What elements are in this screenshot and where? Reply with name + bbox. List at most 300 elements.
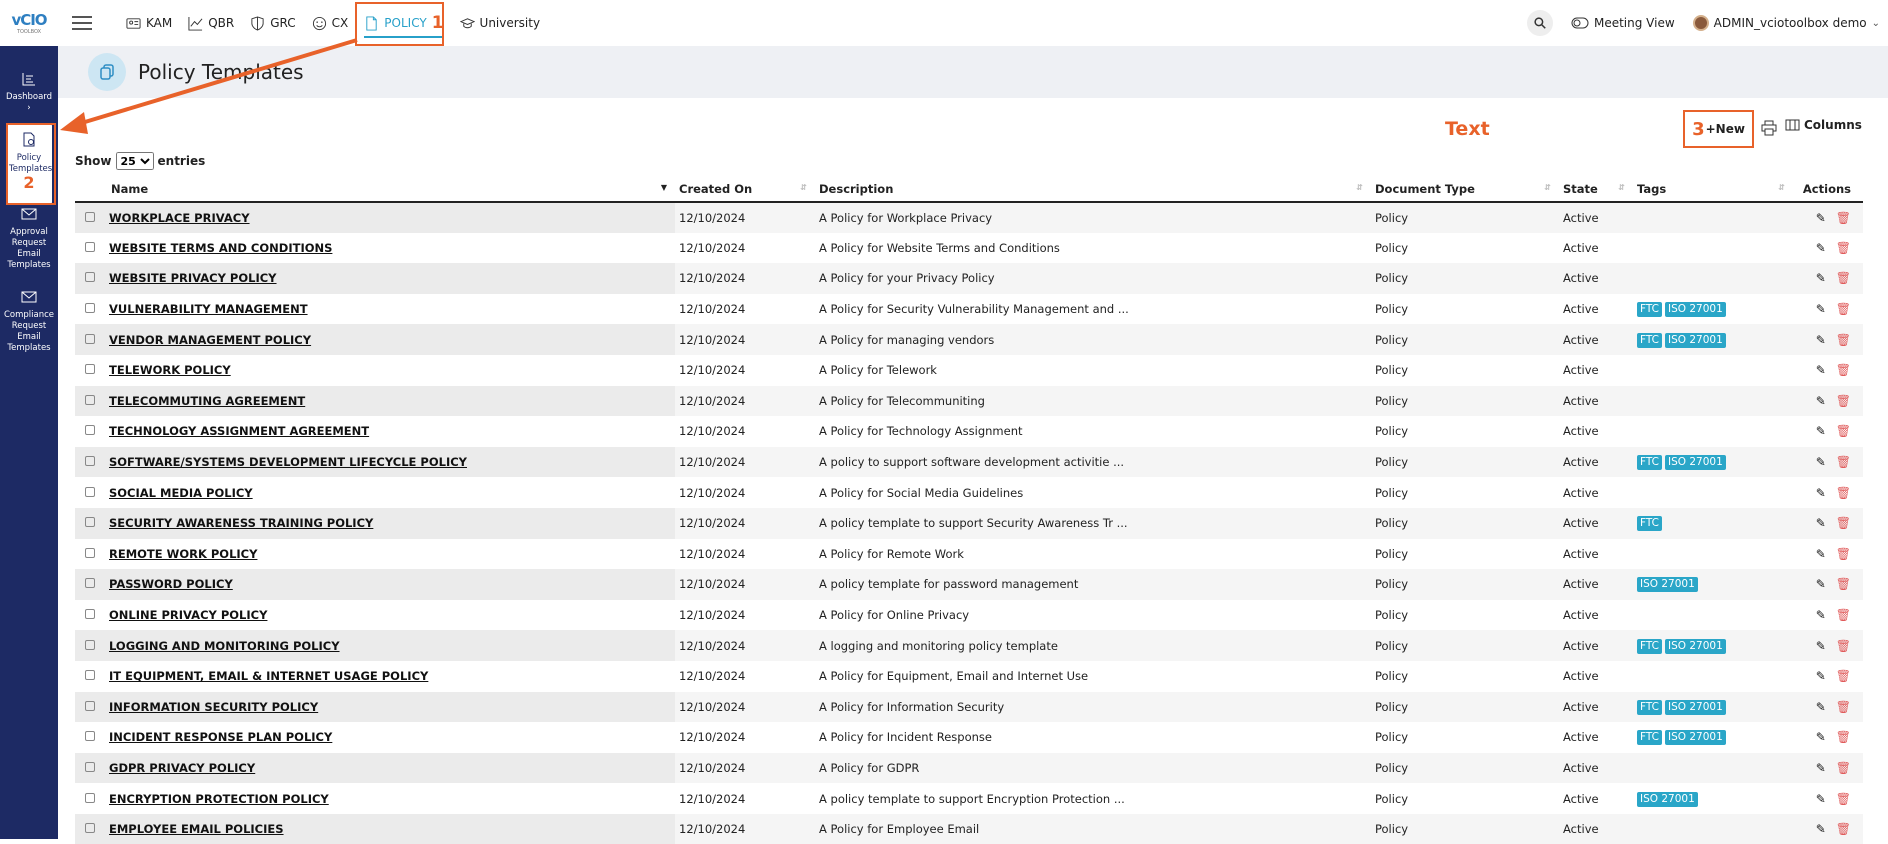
nav-label: GRC [270, 16, 296, 30]
table-row[interactable] [75, 692, 1863, 723]
cell-actions [1793, 294, 1863, 325]
cell-state: Active [1563, 332, 1599, 347]
sidebar-item-label: Dashboard [5, 92, 53, 102]
cell-document-type: Policy [1375, 271, 1409, 286]
cell-actions [1793, 783, 1863, 814]
row-checkbox[interactable] [85, 395, 95, 405]
edit-pencil-icon[interactable]: ✎ [1815, 485, 1826, 500]
logo-subtext: TOOLBOX [16, 29, 42, 35]
edit-pencil-icon[interactable]: ✎ [1815, 791, 1826, 806]
edit-pencil-icon[interactable]: ✎ [1815, 424, 1826, 439]
annotation-number-3: 3 [1692, 118, 1705, 140]
cell-actions [1793, 600, 1863, 631]
sort-icon: ⇵ [1544, 183, 1551, 192]
cell-name [75, 477, 675, 508]
column-header-tags[interactable] [1633, 176, 1793, 202]
cell-created: 12/10/2024 [679, 332, 746, 347]
nav-label: QBR [208, 16, 235, 30]
cell-state: Active [1563, 271, 1599, 286]
cell-name [75, 783, 675, 814]
sidebar-item-label: Compliance Request Email Templates [4, 310, 55, 353]
edit-pencil-icon[interactable]: ✎ [1815, 669, 1826, 684]
cell-created: 12/10/2024 [679, 760, 746, 775]
cell-actions [1793, 447, 1863, 478]
header-label: State [1563, 181, 1598, 196]
edit-pencil-icon[interactable]: ✎ [1815, 577, 1826, 592]
cell-name [75, 569, 675, 600]
table-row[interactable] [75, 202, 1863, 233]
cell-actions [1793, 355, 1863, 386]
delete-trash-icon[interactable]: 🗑︎ [1835, 699, 1851, 714]
cell-name [75, 416, 675, 447]
sidebar-item-dashboard[interactable] [0, 46, 58, 123]
line-chart-icon [188, 16, 203, 31]
row-checkbox[interactable] [85, 517, 95, 527]
header-label: Actions [1802, 181, 1851, 196]
cell-created: 12/10/2024 [679, 302, 746, 317]
delete-trash-icon[interactable]: 🗑︎ [1835, 577, 1851, 592]
cell-state: Active [1563, 699, 1599, 714]
cell-state: Active [1563, 455, 1599, 470]
policy-name-link[interactable]: PASSWORD POLICY [109, 577, 233, 592]
table-row[interactable] [75, 416, 1863, 447]
sidebar-item-approval-request-email[interactable] [0, 205, 58, 288]
cell-created: 12/10/2024 [679, 699, 746, 714]
show-label: Show [75, 154, 112, 168]
cell-name [75, 722, 675, 753]
delete-trash-icon[interactable]: 🗑︎ [1835, 608, 1851, 623]
policy-name-link[interactable]: ENCRYPTION PROTECTION POLICY [109, 791, 329, 806]
policy-name-link[interactable]: WEBSITE PRIVACY POLICY [109, 271, 277, 286]
tag-badge: FTC [1637, 516, 1662, 531]
page-header [58, 46, 1888, 98]
cell-actions [1793, 324, 1863, 355]
table-row[interactable] [75, 386, 1863, 417]
mail-icon [20, 205, 38, 223]
shield-icon [250, 16, 265, 31]
nav-label: University [479, 16, 541, 30]
delete-trash-icon[interactable]: 🗑︎ [1835, 332, 1851, 347]
main-nav [118, 0, 548, 46]
nav-kam[interactable] [118, 0, 180, 46]
cell-description: A policy template for password management [819, 577, 1079, 592]
policy-name-link[interactable]: WORKPLACE PRIVACY [109, 210, 250, 225]
edit-pencil-icon[interactable]: ✎ [1815, 699, 1826, 714]
cell-created: 12/10/2024 [679, 485, 746, 500]
annotation-text: Text [1445, 118, 1490, 140]
cell-name [75, 202, 675, 233]
edit-pencil-icon[interactable]: ✎ [1815, 302, 1826, 317]
row-checkbox[interactable] [85, 578, 95, 588]
row-checkbox[interactable] [85, 731, 95, 741]
cell-name [75, 355, 675, 386]
cell-actions [1793, 508, 1863, 539]
table-row[interactable] [75, 477, 1863, 508]
cell-state: Active [1563, 546, 1599, 561]
nav-label: CX [331, 16, 349, 30]
policy-name-link[interactable]: ONLINE PRIVACY POLICY [109, 608, 268, 623]
edit-pencil-icon[interactable]: ✎ [1815, 393, 1826, 408]
edit-pencil-icon[interactable]: ✎ [1815, 608, 1826, 623]
cell-created: 12/10/2024 [679, 730, 746, 745]
table-body [75, 202, 1863, 844]
cell-tags [1633, 294, 1793, 325]
cell-tags [1633, 630, 1793, 661]
cell-document-type: Policy [1375, 332, 1409, 347]
row-checkbox[interactable] [85, 487, 95, 497]
delete-trash-icon[interactable]: 🗑︎ [1835, 271, 1851, 286]
meeting-view-label: Meeting View [1593, 16, 1675, 30]
delete-trash-icon[interactable]: 🗑︎ [1835, 363, 1851, 378]
delete-trash-icon[interactable]: 🗑︎ [1835, 302, 1851, 317]
cell-description: A Policy for Technology Assignment [819, 424, 1023, 439]
cell-tags [1633, 416, 1793, 447]
row-checkbox[interactable] [85, 456, 95, 466]
cell-tags [1633, 722, 1793, 753]
new-button-label: New [1715, 122, 1745, 136]
cell-document-type: Policy [1375, 669, 1409, 684]
cell-state: Active [1563, 760, 1599, 775]
meeting-view-toggle[interactable] [1571, 16, 1675, 30]
policy-name-link[interactable]: REMOTE WORK POLICY [109, 546, 258, 561]
table-row[interactable] [75, 294, 1863, 325]
cell-actions [1793, 753, 1863, 784]
tag-badge: ISO 27001 [1665, 302, 1726, 317]
table-row[interactable] [75, 508, 1863, 539]
columns-label: Columns [1804, 118, 1862, 132]
cell-tags [1633, 355, 1793, 386]
cell-name [75, 539, 675, 570]
cell-created: 12/10/2024 [679, 669, 746, 684]
tag-badge: FTC [1637, 730, 1662, 745]
cell-created: 12/10/2024 [679, 363, 746, 378]
sidebar-item-compliance-request-email[interactable] [0, 288, 58, 378]
row-checkbox[interactable] [85, 670, 95, 680]
nav-label: KAM [146, 16, 173, 30]
cell-actions [1793, 692, 1863, 723]
tag-badge: ISO 27001 [1665, 455, 1726, 470]
nav-qbr[interactable] [180, 0, 242, 46]
mail-icon [20, 288, 38, 306]
cell-description: A Policy for Social Media Guidelines [819, 485, 1024, 500]
edit-pencil-icon[interactable]: ✎ [1815, 760, 1826, 775]
tag-badge: FTC [1637, 302, 1662, 317]
list-icon [20, 70, 38, 88]
header-label: Name [111, 181, 149, 196]
main-content [58, 98, 1888, 839]
edit-pencil-icon[interactable]: ✎ [1815, 240, 1826, 255]
row-checkbox[interactable] [85, 272, 95, 282]
policy-name-link[interactable]: TECHNOLOGY ASSIGNMENT AGREEMENT [109, 424, 370, 439]
delete-trash-icon[interactable]: 🗑︎ [1835, 393, 1851, 408]
delete-trash-icon[interactable]: 🗑︎ [1835, 669, 1851, 684]
cell-document-type: Policy [1375, 760, 1409, 775]
nav-cx[interactable] [304, 0, 357, 46]
hamburger-menu-icon[interactable] [72, 16, 92, 30]
row-checkbox[interactable] [85, 334, 95, 344]
cell-created: 12/10/2024 [679, 822, 746, 837]
tag-badge: ISO 27001 [1665, 700, 1726, 715]
cell-created: 12/10/2024 [679, 424, 746, 439]
cell-created: 12/10/2024 [679, 577, 746, 592]
delete-trash-icon[interactable]: 🗑︎ [1835, 485, 1851, 500]
table-row[interactable] [75, 600, 1863, 631]
cell-description: A policy template to support Security Awareness Tr ... [819, 516, 1128, 531]
cell-actions [1793, 386, 1863, 417]
cell-tags [1633, 814, 1793, 844]
cell-description: A logging and monitoring policy template [819, 638, 1058, 653]
tag-badge: ISO 27001 [1637, 577, 1698, 592]
row-checkbox[interactable] [85, 212, 95, 222]
cell-document-type: Policy [1375, 240, 1409, 255]
cell-description: A Policy for Telecommuniting [819, 393, 985, 408]
columns-button[interactable] [1785, 118, 1862, 132]
policy-name-link[interactable]: INCIDENT RESPONSE PLAN POLICY [109, 730, 333, 745]
edit-pencil-icon[interactable]: ✎ [1815, 546, 1826, 561]
policy-name-link[interactable]: GDPR PRIVACY POLICY [109, 760, 256, 775]
policy-name-link[interactable]: IT EQUIPMENT, EMAIL & INTERNET USAGE POLICY [109, 669, 429, 684]
edit-pencil-icon[interactable]: ✎ [1815, 363, 1826, 378]
sort-icon: ⇵ [1618, 183, 1625, 192]
delete-trash-icon[interactable]: 🗑︎ [1835, 210, 1851, 225]
new-button[interactable] [1683, 110, 1754, 148]
cell-tags [1633, 661, 1793, 692]
tag-badge: FTC [1637, 700, 1662, 715]
nav-grc[interactable] [242, 0, 303, 46]
nav-university[interactable] [452, 0, 549, 46]
tag-badge: ISO 27001 [1665, 639, 1726, 654]
column-header-state[interactable] [1559, 176, 1633, 202]
sidebar-item-label: Approval Request Email Templates [7, 227, 51, 270]
cell-name [75, 386, 675, 417]
cell-tags [1633, 324, 1793, 355]
copy-icon [88, 53, 126, 91]
cell-tags [1633, 783, 1793, 814]
cell-created: 12/10/2024 [679, 455, 746, 470]
cell-document-type: Policy [1375, 638, 1409, 653]
policy-name-link[interactable]: TELEWORK POLICY [109, 363, 231, 378]
policy-name-link[interactable]: WEBSITE TERMS AND CONDITIONS [109, 240, 333, 255]
row-checkbox[interactable] [85, 640, 95, 650]
delete-trash-icon[interactable]: 🗑︎ [1835, 424, 1851, 439]
cell-actions [1793, 477, 1863, 508]
chevron-right-icon: › [27, 103, 31, 113]
column-header-document-type[interactable] [1371, 176, 1559, 202]
policy-name-link[interactable]: SECURITY AWARENESS TRAINING POLICY [109, 516, 374, 531]
cell-description: A Policy for Online Privacy [819, 608, 970, 623]
cell-document-type: Policy [1375, 210, 1409, 225]
cell-description: A Policy for managing vendors [819, 332, 995, 347]
cell-actions [1793, 722, 1863, 753]
table-row[interactable] [75, 722, 1863, 753]
cell-created: 12/10/2024 [679, 210, 746, 225]
cell-description: A Policy for GDPR [819, 760, 920, 775]
policy-name-link[interactable]: SOFTWARE/SYSTEMS DEVELOPMENT LIFECYCLE POLICY [109, 455, 467, 470]
delete-trash-icon[interactable]: 🗑︎ [1835, 822, 1851, 837]
cell-name [75, 294, 675, 325]
cell-state: Active [1563, 608, 1599, 623]
header-label: Description [819, 181, 894, 196]
policy-name-link[interactable]: VULNERABILITY MANAGEMENT [109, 302, 308, 317]
search-button[interactable] [1527, 10, 1553, 36]
cell-name [75, 600, 675, 631]
table-row[interactable] [75, 569, 1863, 600]
cell-description: A Policy for Remote Work [819, 546, 964, 561]
cell-created: 12/10/2024 [679, 546, 746, 561]
cell-created: 12/10/2024 [679, 791, 746, 806]
header-label: Created On [679, 181, 753, 196]
row-checkbox[interactable] [85, 793, 95, 803]
delete-trash-icon[interactable]: 🗑︎ [1835, 546, 1851, 561]
cell-state: Active [1563, 822, 1599, 837]
cell-created: 12/10/2024 [679, 240, 746, 255]
table-row[interactable] [75, 783, 1863, 814]
edit-pencil-icon[interactable]: ✎ [1815, 822, 1826, 837]
edit-pencil-icon[interactable]: ✎ [1815, 516, 1826, 531]
cell-actions [1793, 233, 1863, 264]
edit-pencil-icon[interactable]: ✎ [1815, 730, 1826, 745]
policy-name-link[interactable]: INFORMATION SECURITY POLICY [109, 699, 319, 714]
policy-name-link[interactable]: SOCIAL MEDIA POLICY [109, 485, 253, 500]
table-row[interactable] [75, 263, 1863, 294]
logo-text: vCIO [11, 11, 47, 29]
cell-tags [1633, 386, 1793, 417]
table-row[interactable] [75, 661, 1863, 692]
app-logo[interactable] [0, 0, 58, 46]
tag-badge: ISO 27001 [1637, 792, 1698, 807]
table-row[interactable] [75, 233, 1863, 264]
sort-desc-icon: ▼ [660, 183, 667, 192]
cell-document-type: Policy [1375, 577, 1409, 592]
cell-state: Active [1563, 669, 1599, 684]
annotation-box-sidebar [6, 123, 56, 205]
cell-state: Active [1563, 577, 1599, 592]
row-checkbox[interactable] [85, 762, 95, 772]
row-checkbox[interactable] [85, 609, 95, 619]
cell-description: A Policy for Employee Email [819, 822, 980, 837]
row-checkbox[interactable] [85, 701, 95, 711]
policy-name-link[interactable]: LOGGING AND MONITORING POLICY [109, 638, 340, 653]
cell-tags [1633, 508, 1793, 539]
cell-actions [1793, 416, 1863, 447]
cell-actions [1793, 539, 1863, 570]
column-header-name[interactable] [75, 176, 675, 202]
delete-trash-icon[interactable]: 🗑︎ [1835, 240, 1851, 255]
tag-badge: FTC [1637, 639, 1662, 654]
table-row[interactable] [75, 539, 1863, 570]
cell-name [75, 753, 675, 784]
cell-actions [1793, 569, 1863, 600]
delete-trash-icon[interactable]: 🗑︎ [1835, 455, 1851, 470]
delete-trash-icon[interactable]: 🗑︎ [1835, 638, 1851, 653]
cell-actions [1793, 630, 1863, 661]
policy-name-link[interactable]: EMPLOYEE EMAIL POLICIES [109, 822, 284, 837]
cell-state: Active [1563, 363, 1599, 378]
cell-document-type: Policy [1375, 302, 1409, 317]
cell-document-type: Policy [1375, 393, 1409, 408]
print-icon[interactable] [1761, 120, 1777, 136]
row-checkbox[interactable] [85, 303, 95, 313]
cell-state: Active [1563, 240, 1599, 255]
annotation-box-policy [355, 2, 444, 46]
table-row[interactable] [75, 355, 1863, 386]
avatar [1693, 15, 1709, 31]
top-right-tools [1527, 0, 1880, 46]
edit-pencil-icon[interactable]: ✎ [1815, 271, 1826, 286]
cell-state: Active [1563, 302, 1599, 317]
cell-description: A Policy for Security Vulnerability Management and ... [819, 302, 1129, 317]
cell-tags [1633, 447, 1793, 478]
table-row[interactable] [75, 753, 1863, 784]
toggle-icon [1571, 17, 1589, 29]
row-checkbox[interactable] [85, 364, 95, 374]
edit-pencil-icon[interactable]: ✎ [1815, 332, 1826, 347]
policy-name-link[interactable]: TELECOMMUTING AGREEMENT [109, 393, 306, 408]
cell-description: A policy to support software development activitie ... [819, 455, 1125, 470]
user-menu[interactable] [1693, 15, 1880, 31]
table-row[interactable] [75, 447, 1863, 478]
cell-document-type: Policy [1375, 822, 1409, 837]
cell-description: A Policy for Telework [819, 363, 937, 378]
table-row[interactable] [75, 814, 1863, 844]
cell-name [75, 630, 675, 661]
row-checkbox[interactable] [85, 548, 95, 558]
nav-label: POLICY [384, 16, 427, 30]
column-header-created[interactable] [675, 176, 815, 202]
delete-trash-icon[interactable]: 🗑︎ [1835, 760, 1851, 775]
row-checkbox[interactable] [85, 242, 95, 252]
cell-description: A Policy for Incident Response [819, 730, 992, 745]
search-icon [1534, 17, 1546, 29]
delete-trash-icon[interactable]: 🗑︎ [1835, 791, 1851, 806]
cell-state: Active [1563, 210, 1599, 225]
cell-tags [1633, 539, 1793, 570]
cell-name [75, 661, 675, 692]
cell-description: A Policy for Equipment, Email and Internet Use [819, 669, 1089, 684]
cell-document-type: Policy [1375, 608, 1409, 623]
delete-trash-icon[interactable]: 🗑︎ [1835, 516, 1851, 531]
cell-tags [1633, 263, 1793, 294]
cell-description: A Policy for your Privacy Policy [819, 271, 995, 286]
top-bar [0, 0, 1888, 46]
delete-trash-icon[interactable]: 🗑︎ [1835, 730, 1851, 745]
table-row[interactable] [75, 630, 1863, 661]
cell-document-type: Policy [1375, 791, 1409, 806]
cell-created: 12/10/2024 [679, 608, 746, 623]
columns-icon [1785, 119, 1800, 131]
row-checkbox[interactable] [85, 425, 95, 435]
edit-pencil-icon[interactable]: ✎ [1815, 638, 1826, 653]
cell-created: 12/10/2024 [679, 638, 746, 653]
column-header-description[interactable] [815, 176, 1371, 202]
tag-badge: ISO 27001 [1665, 730, 1726, 745]
cell-actions [1793, 202, 1863, 233]
table-row[interactable] [75, 324, 1863, 355]
edit-pencil-icon[interactable]: ✎ [1815, 210, 1826, 225]
id-card-icon [126, 16, 141, 31]
header-label: Document Type [1375, 181, 1475, 196]
tag-badge: FTC [1637, 455, 1662, 470]
cell-state: Active [1563, 638, 1599, 653]
entries-select[interactable] [116, 152, 154, 170]
edit-pencil-icon[interactable]: ✎ [1815, 455, 1826, 470]
policy-name-link[interactable]: VENDOR MANAGEMENT POLICY [109, 332, 312, 347]
cell-document-type: Policy [1375, 455, 1409, 470]
cell-name [75, 263, 675, 294]
cell-name [75, 692, 675, 723]
plus-icon: + [1705, 122, 1716, 136]
row-checkbox[interactable] [85, 823, 95, 833]
